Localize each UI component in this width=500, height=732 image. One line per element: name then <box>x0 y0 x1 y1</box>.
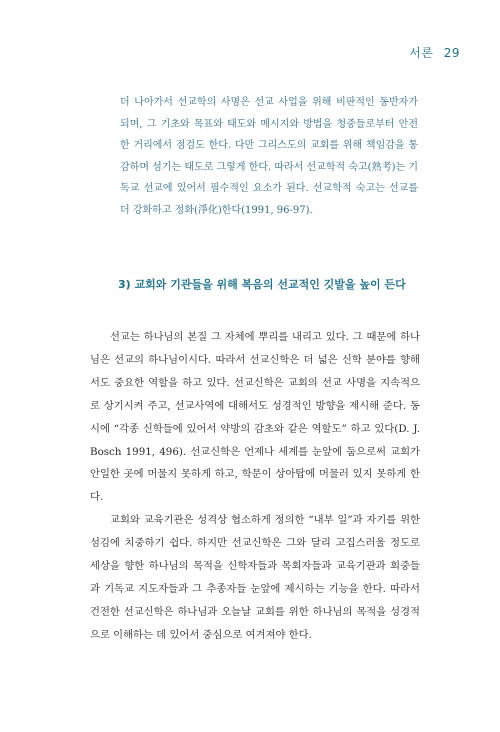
paragraph-2: 교회와 교육기관은 성격상 협소하게 정의한 “내부 일”과 자기를 위한 섬김에 치중하기 쉽다. 하지만 선교신학은 그와 달리 고집스러울 정도로 세상을 향한 하나님의 목적을 신학자들과 목회자들과 교육기관과 회중들과 기독교 지도자들과 그 추종자들 눈앞에 제시하는 기능을 한다. 따라서 건전한 선교신학은 하나님과 오늘날 교회를 위한 하나님의 목적을 성경적으로 이해하는 데 있어서 중심으로 여겨져야 한다. <box>90 514 420 641</box>
block-quote: 더 나아가서 선교학의 사명은 선교 사업을 위해 비판적인 동반자가 되며, 그 기초와 목표와 태도와 메시지와 방법을 청중들로부터 안전한 거리에서 점검도 한다. 다만 그리스도의 교회를 위해 책임감을 통감하며 섬기는 태도로 그렇게 한다. 따라서 선교학적 숙고(熟考)는 기독교 선교에 있어서 필수적인 요소가 된다. 선교학적 숙고는 선교를 더 강화하고 정화(淨化)한다(1991, 96-97). <box>120 97 418 216</box>
header-section-title: 서론 <box>409 46 434 60</box>
section-heading: 3) 교회와 기관들을 위해 복음의 선교적인 깃발을 높이 든다 <box>118 278 406 291</box>
paragraph-1: 선교는 하나님의 본질 그 자체에 뿌리를 내리고 있다. 그 때문에 하나님은 선교의 하나님이시다. 따라서 선교신학은 더 넓은 신학 분야를 향해서도 중요한 역할을 하고 있다. 선교신학은 교회의 선교 사명을 지속적으로 상기시켜 주고, 선교사역에 대해서도 성경적인 방향을 제시해 준다. 동시에 “각종 신학들에 있어서 약방의 감초와 같은 역할도” 하고 있다(D. J. Bosch 1991, 496). 선교신학은 언제나 세계를 눈앞에 둠으로써 교회가 안일한 곳에 머물지 못하게 하고, 학문이 상아탑에 머물러 있지 못하게 한다. <box>90 331 420 504</box>
running-header <box>409 44 460 61</box>
body-text <box>90 326 420 647</box>
page-number: 29 <box>443 46 460 60</box>
